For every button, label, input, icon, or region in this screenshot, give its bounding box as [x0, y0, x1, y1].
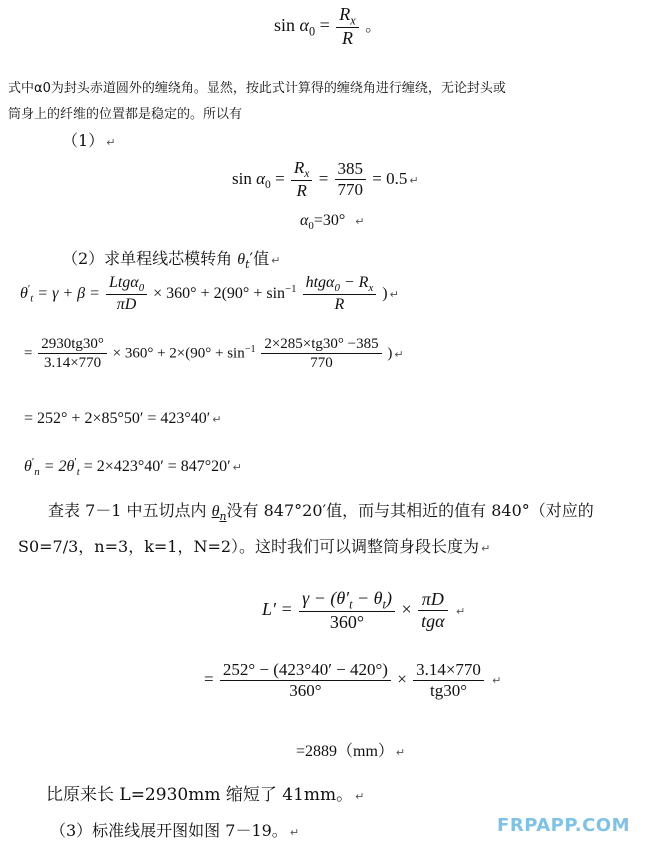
eq2-den: R: [291, 180, 313, 201]
equation-L-prime-result: [296, 738, 405, 761]
step-3-text: （3）标准线展开图如图 7－19。: [50, 821, 288, 840]
eq1-den: R: [336, 27, 358, 50]
para3-text: 比原来长 L=2930mm 缩短了 41mm。: [46, 785, 354, 805]
paragraph-3: [46, 780, 364, 805]
para3-mark: ↵: [355, 790, 365, 803]
eq7-prime: ′: [31, 456, 35, 468]
eq3-rest: =30°: [313, 212, 346, 229]
eq9-mark: ↵: [492, 674, 502, 688]
para2-sub: n: [219, 509, 227, 523]
eq2-sin: sin: [232, 168, 252, 188]
eq9-lead: =: [204, 669, 214, 689]
para2-line1-a: 查表 7－1 中五切点内: [48, 501, 207, 520]
eq5-fraction-2: [261, 336, 381, 372]
para2-line2: S0=7/3，n=3，k=1，N=2）。这时我们可以调整筒身段长度为: [18, 537, 480, 556]
eq4-f1-den: πD: [106, 294, 147, 314]
eq2-num: R: [293, 158, 305, 177]
step-3-mark: ↵: [289, 826, 300, 839]
eq8-f2-num: πD: [421, 589, 444, 610]
eq4-mark: ↵: [389, 287, 399, 301]
eq5-mark: ↵: [394, 347, 404, 361]
eq5-part2: × 360° + 2×(90° + sin: [112, 345, 245, 362]
eq4-inv: −1: [285, 282, 297, 295]
paragraph-1-line-1: 式中α0为封头赤道圆外的缠绕角。显然，按此式计算得的缠绕角进行缠绕，无论封头或: [8, 81, 506, 96]
eq5-inv: −1: [244, 343, 256, 355]
eq8-fraction-2: [418, 589, 447, 632]
equation-alpha0-30: [300, 212, 364, 232]
eq8-f1-num-end: ): [385, 588, 392, 608]
step-2-theta: θ: [237, 251, 246, 268]
step-2-mark: ↵: [271, 254, 281, 267]
eq8-f2-den: tgα: [418, 610, 447, 633]
paragraph-2-line-2: [18, 534, 490, 557]
para2-mark: ↵: [481, 542, 491, 555]
step-2-prefix: （2）求单程线芯模转角: [62, 249, 233, 268]
eq2-mark: ↵: [409, 173, 419, 187]
eq2-equals-2: =: [318, 168, 329, 188]
eq4-f2-num: htgα: [305, 274, 335, 291]
para2-theta: θ: [211, 503, 220, 520]
eq5-f1-den: 3.14×770: [38, 353, 107, 372]
eq9-times: ×: [397, 669, 407, 689]
eq7-mark: ↵: [232, 460, 242, 474]
eq3-alpha: α: [300, 212, 309, 229]
step-1-mark: ↵: [106, 136, 116, 149]
equation-theta-t-definition: [20, 274, 399, 314]
eq7-rest: = 2×423°40′ = 847°20′: [83, 457, 231, 475]
eq9-f1-num: 252° − (423°40′ − 420°): [222, 660, 388, 679]
eq8-fraction-1: [299, 588, 395, 634]
step-2-suffix: ′值: [249, 249, 270, 268]
eq6-text: = 252° + 2×85°50′ = 423°40′: [24, 410, 211, 427]
eq9-f2-num: 3.14×770: [416, 660, 481, 679]
eq2-num2: 385: [337, 159, 364, 179]
equation-sin-alpha0: [274, 4, 381, 50]
eq2-fraction-1: [291, 158, 313, 202]
equation-theta-n: [24, 456, 242, 478]
eq5-close: ): [387, 345, 393, 362]
equation-L-prime-substituted: [204, 660, 501, 701]
eq2-equals: =: [275, 168, 285, 188]
step-1-label: [62, 128, 115, 151]
eq2-num-sub: x: [304, 167, 310, 181]
step-3-label: [50, 818, 299, 841]
eq1-alpha: α: [299, 15, 309, 36]
eq5-lead: =: [24, 345, 33, 362]
eq4-close: ): [382, 284, 388, 302]
eq2-result: = 0.5: [372, 168, 408, 188]
step-1-text: （1）: [62, 131, 105, 150]
eq4-part1: = γ + β =: [37, 284, 100, 302]
eq4-f2-num-rest-sub: x: [368, 281, 374, 294]
eq8-f1-num: γ − (θ′: [302, 588, 350, 608]
equation-theta-t-result: [24, 410, 222, 428]
eq8-f1-num-mid: − θ: [357, 588, 383, 608]
eq8-f1-den: 360°: [299, 611, 395, 634]
eq8-f1-num-sub2: t: [382, 597, 386, 612]
eq7-mid: = 2θ: [43, 457, 75, 475]
eq4-f2-num-rest: − R: [343, 274, 369, 291]
eq5-f1-num: 2930tg30°: [41, 336, 104, 352]
eq1-sub: 0: [308, 24, 316, 39]
eq8-mark: ↵: [456, 605, 466, 619]
eq4-fraction-1: [106, 274, 147, 314]
eq5-fraction-1: [38, 336, 107, 372]
equation-sin-alpha0-value: [232, 158, 419, 202]
eq4-theta: θ: [20, 284, 28, 302]
para2-line1-b: 没有 847°20′值，而与其相近的值有 840°（对应的: [226, 501, 594, 520]
eq4-part2: × 360° + 2(90° + sin: [153, 284, 286, 302]
eq5-f2-num: 2×285×tg30° −385: [264, 336, 379, 352]
eq4-f2-den: R: [303, 294, 377, 314]
eq5-f2-den: 770: [261, 353, 381, 372]
eq2-fraction-2: [335, 159, 367, 200]
eq3-sub: 0: [308, 219, 314, 232]
step-2-label: [62, 246, 280, 271]
eq10-text: =2889（mm）: [296, 743, 394, 760]
step-2-sub: t: [245, 257, 250, 271]
eq10-mark: ↵: [395, 746, 406, 759]
eq1-num: R: [339, 4, 351, 24]
eq7-sub: n: [34, 465, 40, 478]
paragraph-1-line-2: 筒身上的纤维的位置都是稳定的。所以有: [8, 107, 243, 122]
eq1-fraction: [336, 4, 358, 50]
equation-theta-t-substituted: [24, 336, 404, 372]
eq9-f1-den: 360°: [220, 680, 391, 701]
eq4-sub: t: [30, 292, 34, 305]
eq1-sin: sin: [274, 15, 296, 36]
eq2-alpha: α: [256, 168, 266, 188]
eq4-f1-num-sub: 0: [138, 281, 145, 294]
eq7-theta: θ: [24, 457, 32, 475]
eq1-num-sub: x: [350, 13, 356, 28]
watermark-logo: FRPAPP.COM: [497, 815, 630, 836]
eq9-f2-den: tg30°: [413, 680, 484, 701]
eq2-den2: 770: [335, 179, 367, 200]
eq4-fraction-2: [303, 274, 377, 314]
eq6-mark: ↵: [212, 413, 222, 426]
paragraph-2-line-1: [48, 498, 594, 523]
eq4-f1-num: Ltgα: [108, 274, 139, 291]
eq8-lhs: L′ =: [262, 599, 293, 620]
eq4-prime: ′: [27, 282, 31, 295]
eq9-fraction-1: [220, 660, 391, 701]
equation-L-prime: [262, 588, 465, 634]
eq8-f1-num-sub: t: [349, 597, 353, 612]
eq8-times: ×: [401, 599, 412, 620]
eq4-f2-num-sub: 0: [334, 281, 340, 294]
eq7-mid-sub: t: [76, 465, 80, 478]
eq3-mark: ↵: [355, 215, 365, 228]
eq9-fraction-2: [413, 660, 484, 701]
eq2-sub: 0: [265, 177, 271, 191]
eq1-equals: =: [319, 15, 330, 36]
eq1-tail: 。: [365, 18, 382, 36]
eq7-mid-prime: ′: [74, 456, 77, 468]
